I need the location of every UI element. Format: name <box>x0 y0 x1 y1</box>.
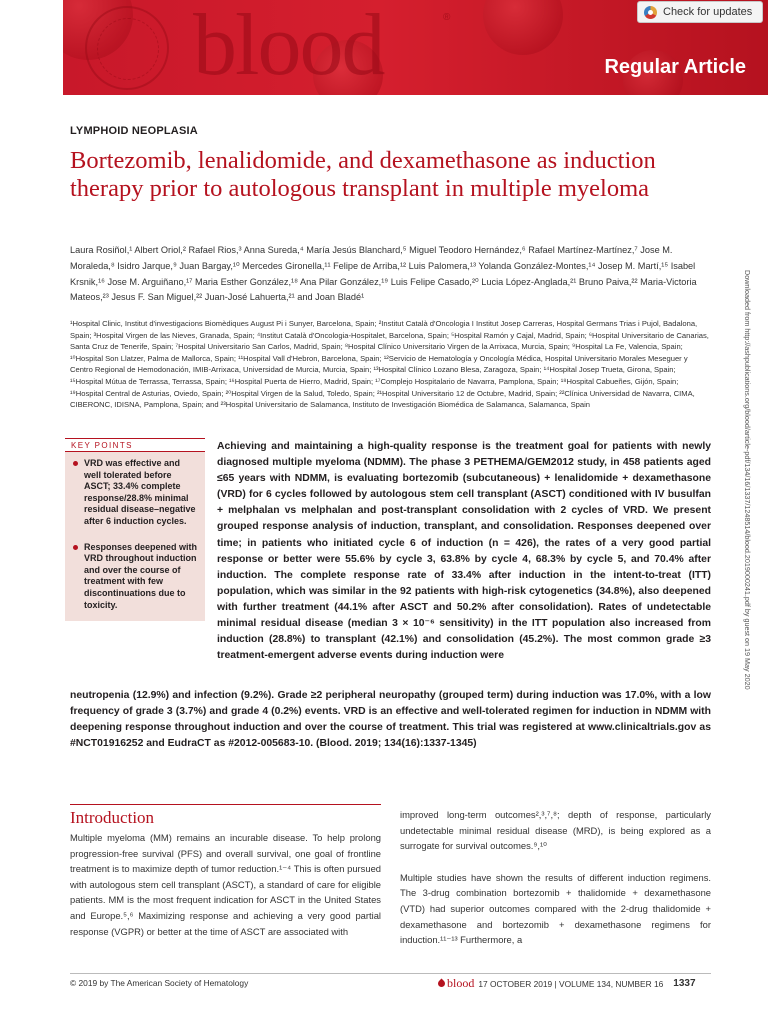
bullet-icon <box>73 461 78 466</box>
society-seal-icon <box>85 6 169 90</box>
abstract-part-2: neutropenia (12.9%) and infection (9.2%). Grade ≥2 peripheral neuropathy (grouped term) during induction was 17.0%, with a low frequency of grade 3 (3.7%) and grade 4 (0.2%) events. VRD is an effective and well-tolerated regimen for induction in NDMM with deepening response throughout induction and over the course of treatment. This trial was registered at www.clinicaltrials.gov as #NCT01916252 and EudraCT as #2012-005683-10. (Blood. 2019; 134(16):1337-1345) <box>70 690 711 750</box>
check-updates-label: Check for updates <box>663 6 753 18</box>
section-divider <box>70 804 381 805</box>
paragraph: improved long-term outcomes²,³,⁷,⁸; depth of response, particularly undetectable minimal residual disease (MRD), is being explored as a surrogate for survival outcomes.⁹,¹⁰ <box>400 809 711 852</box>
key-point-text: VRD was effective and well tolerated before ASCT; 33.4% complete response/28.8% minimal residual disease–negative after 6 induction cycles. <box>84 458 196 526</box>
article-type-label: Regular Article <box>604 56 746 78</box>
journal-logo: blood <box>193 0 384 94</box>
copyright-notice: © 2019 by The American Society of Hematology <box>70 978 249 988</box>
introduction-left-column: Multiple myeloma (MM) remains an incurable disease. To help prolong progression-free survival (PFS) and overall survival, one goal of frontline treatment is to maximize depth of tumor reduction.¹⁻⁴ This is often pursued with autologous stem cell transplant (ASCT), a standard of care for eligible patients. MM is the most frequent indication for ASCT in the United States and Europe.⁵,⁶ Maximizing response and achieving a very good partial response (VGPR) or better at the time of ASCT are associated with <box>70 832 381 937</box>
key-point-item <box>73 458 199 528</box>
article-title: Bortezomib, lenalidomide, and dexamethasone as induction therapy prior to autologous transplant in multiple myeloma <box>70 147 656 202</box>
introduction-right-column <box>400 807 711 948</box>
issue-info: 17 OCTOBER 2019 | VOLUME 134, NUMBER 16 <box>478 978 664 989</box>
footer-divider <box>70 973 711 974</box>
blood-drop-icon <box>437 979 447 989</box>
author-list: Laura Rosiñol,¹ Albert Oriol,² Rafael Rios,³ Anna Sureda,⁴ María Jesús Blanchard,⁵ Miguel Teodoro Hernández,⁶ Rafael Martínez-Martínez,⁷ Jose M. Moraleda,⁸ Isidro Jarque,⁹ Juan Bargay,¹⁰ Mercedes Gironella,¹¹ Felipe de Arriba,¹² Luis Palomera,¹³ Yolanda González-Montes,¹⁴ Josep M. Martí,¹⁵ Isabel Krsnik,¹⁶ Jose M. Arguiñano,¹⁷ Maria Esther González,¹⁸ Ana Pilar González,¹⁹ Luis Felipe Casado,²⁰ Lucia López-Anglada,²¹ Bruno Paiva,²² Maria-Victoria Mateos,²³ Jesus F. San Miguel,²² Juan-José Lahuerta,²¹ and Joan Bladé¹ <box>70 245 697 303</box>
section-label: LYMPHOID NEOPLASIA <box>70 125 198 137</box>
page-number: 1337 <box>673 978 696 989</box>
key-point-item <box>73 542 199 612</box>
check-for-updates-button[interactable] <box>637 1 763 23</box>
abstract-part-1: Achieving and maintaining a high-quality response is the treatment goal for patients with newly diagnosed multiple myeloma (NDMM). The phase 3 PETHEMA/GEM2012 study, in 458 patients aged ≤65 years with NDMM, is evaluating bortezomib (subcutaneous) + lenalidomide + dexamethasone (VRD) for 6 cycles followed by autologous stem cell transplant (ASCT) conditioned with IV busulfan + melphalan vs melphalan and post-transplant consolidation with 2 cycles of VRD. We present grouped response analysis of induction, transplant, and consolidation. Responses deepened over time; in patients who initiated cycle 6 of induction (n = 426), the rates of a very good partial response or better were 55.6% by cycle 3, 63.8% by cycle 4, 68.3% by cycle 5, and 70.4% after induction. The complete response rate of 33.4% after induction in the intent-to-treat (ITT) population, which was similar in the 92 patients with high-risk cytogenetics (34.8%), also deepened with further treatment (44.1% after ASCT and 50.2% after consolidation). Rates of undetectable minimal residual disease (median 3 × 10⁻⁶ sensitivity) in the ITT population also increased from induction (28.8%) to transplant (42.1%) and consolidation (45.2%). The most common grade ≥3 treatment-emergent adverse events during induction were <box>217 441 711 662</box>
blood-cell-graphic <box>483 0 563 55</box>
download-watermark: Downloaded from http://ashpublications.org/blood/article-pdf/134/16/1337/1248514/blood.2019000241.pdf by guest on 19 May 2020 <box>743 270 752 690</box>
affiliations: ¹Hospital Clinic, Institut d'investigacions Biomèdiques August Pi i Sunyer, Barcelona, Spain; ²Institut Català d'Oncologia I Institut Josep Carreras, Hospital Germans Trias i Pujol, Badalona, Spain; ³Hospital Virgen de las Nieves, Granada, Spain; ⁴Institut Català d'Oncologia-Hospitalet, Barcelona, Spain; ⁵Hospital Ramón y Cajal, Madrid, Spain; ⁶Hospital Universitario de Canarias, Santa Cruz de Tenerife, Spain; ⁷Hospital Universitario San Carlos, Madrid, Spain; ⁸Hospital Clínico Universitario Virgen de la Arrixaca, Murcia, Spain; ⁹Hospital La Fe, Valencia, Spain; ¹⁰Hospital Son Llatzer, Palma de Mallorca, Spain; ¹¹Hospital Vall d'Hebron, Barcelona, Spain; ¹²Servicio de Hematología y Oncología Médica, Hospital Universitario Morales Meseguer y Centro Regional de Hemodonación, IMIB-Arrixaca, Universidad de Murcia, Murcia, Spain; ¹³Hospital Clínico Lozano Blesa, Zaragoza, Spain; ¹⁴Hospital Josep Trueta, Girona, Spain; ¹⁵Hospital Mútua de Terrassa, Terrassa, Spain; ¹⁶Hospital Puerta de Hierro, Madrid, Spain; ¹⁷Complejo Hospitalario de Navarra, Pamplona, Spain; ¹⁸Hospital Cabueñes, Gijón, Spain; ¹⁹Hospital Central de Asturias, Oviedo, Spain; ²⁰Hospital Virgen de la Salud, Toledo, Spain; ²¹Hospital Universitario 12 de Octubre, Madrid, Spain; ²²Clínica Universidad de Navarra, CIMA, CIBERONC, IDISNA, Pamplona, Spain; and ²³Hospital Universitario de Salamanca, Instituto de Investigación Biomédica de Salamanca, Salamanca, Spain <box>70 319 709 410</box>
key-points-heading: KEY POINTS <box>65 438 205 452</box>
footer-issue-info <box>438 976 696 991</box>
bullet-icon <box>73 545 78 550</box>
crossmark-icon <box>644 6 657 19</box>
key-points-box <box>65 438 205 621</box>
paragraph: Multiple studies have shown the results of different induction regimens. The 3-drug combination bortezomib + thalidomide + dexamethasone (VTD) had superior outcomes compared with the 2-drug thalidomide + dexamethasone and bortezomib + dexamethasone regimens for induction.¹¹⁻¹³ Furthermore, a <box>400 871 711 946</box>
introduction-heading: Introduction <box>70 808 155 827</box>
footer-logo: blood <box>447 976 475 990</box>
registered-mark-icon: ® <box>443 12 451 23</box>
key-point-text: Responses deepened with VRD throughout induction and over the course of treatment with few discontinuations due to toxicity. <box>84 541 198 610</box>
